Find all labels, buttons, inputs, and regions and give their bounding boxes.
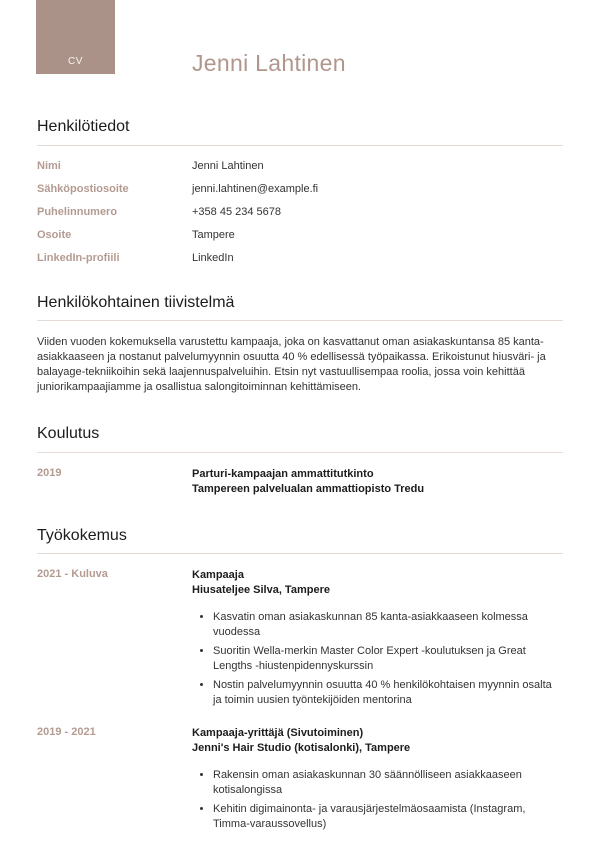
section-summary: [37, 294, 563, 396]
contact-label-email: Sähköpostiosoite: [37, 182, 129, 195]
bullet-item: • Suoritin Wella-merkin Master Color Expert -koulutuksen ja Great Lengths -hiustenpidennyskurssin: [213, 644, 563, 674]
section-education: [37, 425, 563, 497]
education-entry: [37, 467, 563, 497]
entry-main: [192, 726, 563, 836]
cv-badge-label: CV: [68, 56, 83, 67]
contact-label-name: Nimi: [37, 159, 61, 172]
contact-value-address: Tampere: [192, 228, 235, 241]
contact-label-phone: Puhelinnumero: [37, 205, 118, 218]
cv-badge: [36, 0, 115, 74]
entry-period: 2019: [37, 466, 62, 479]
contact-grid: [37, 160, 563, 264]
contact-value-phone: +358 45 234 5678: [192, 205, 282, 218]
entry-company: Hiusateljee Silva, Tampere: [192, 584, 330, 597]
summary-text: Viiden vuoden kokemuksella varustettu kampaaja, joka on kasvattanut oman asiakaskuntansa 85 kanta-asiakkaaseen ja nostanut palvelumyynnin osuutta 40 % edellisessä työpaikassa. Erikoistunut hiusväri- ja balayage-tekniikoihin sekä laajennuspalveluihin. Etsin nyt vastuullisempaa roolia, jossa voin kehittää juniorikampaajiamme ja osallistua salongitoiminnan kehittämiseen.: [37, 336, 546, 394]
entry-degree: Parturi-kampaajan ammattitutkinto: [192, 467, 374, 480]
section-education-title: Koulutus: [37, 425, 100, 443]
entry-period: 2021 - Kuluva: [37, 568, 108, 581]
bullet-item: • Kehitin digimainonta- ja varausjärjestelmäosaamista (Instagram, Timma-varaussovellus): [213, 802, 563, 832]
entry-bullet-list: [192, 768, 563, 832]
bullet-item: • Rakensin oman asiakaskunnan 30 säännölliseen asiakkaaseen kotisalongissa: [213, 768, 563, 798]
entry-main: [192, 467, 563, 497]
contact-value-linkedin: LinkedIn: [192, 251, 234, 264]
entry-role: Kampaaja: [192, 569, 244, 582]
entry-bullet-list: [192, 610, 563, 708]
entry-company: Jenni's Hair Studio (kotisalonki), Tampere: [192, 742, 411, 755]
experience-entry: [37, 568, 563, 712]
section-rule: [37, 320, 563, 321]
section-rule: [37, 553, 563, 554]
entry-school: Tampereen palvelualan ammattiopisto Tredu: [192, 482, 425, 495]
section-experience-title: Työkokemus: [37, 526, 127, 544]
contact-label-address: Osoite: [37, 228, 72, 241]
page-title: Jenni Lahtinen: [192, 50, 346, 76]
entry-role: Kampaaja-yrittäjä (Sivutoiminen): [192, 727, 364, 740]
section-experience: [37, 527, 563, 837]
section-rule: [37, 452, 563, 453]
entry-main: [192, 568, 563, 712]
contact-label-linkedin: LinkedIn-profiili: [37, 251, 120, 264]
contact-value-name: Jenni Lahtinen: [192, 159, 264, 172]
section-rule: [37, 145, 563, 146]
section-summary-title: Henkilökohtainen tiivistelmä: [37, 293, 235, 311]
entry-period: 2019 - 2021: [37, 726, 96, 739]
bullet-item: • Kasvatin oman asiakaskunnan 85 kanta-asiakkaaseen kolmessa vuodessa: [213, 610, 563, 640]
contact-value-email: jenni.lahtinen@example.fi: [192, 182, 319, 195]
experience-entry: [37, 726, 563, 836]
section-personal: [37, 118, 563, 264]
section-personal-title: Henkilötiedot: [37, 118, 130, 135]
bullet-item: • Nostin palvelumyynnin osuutta 40 % henkilökohtaisen myynnin osalta ja toimin uusien työntekijöiden mentorina: [213, 678, 563, 708]
